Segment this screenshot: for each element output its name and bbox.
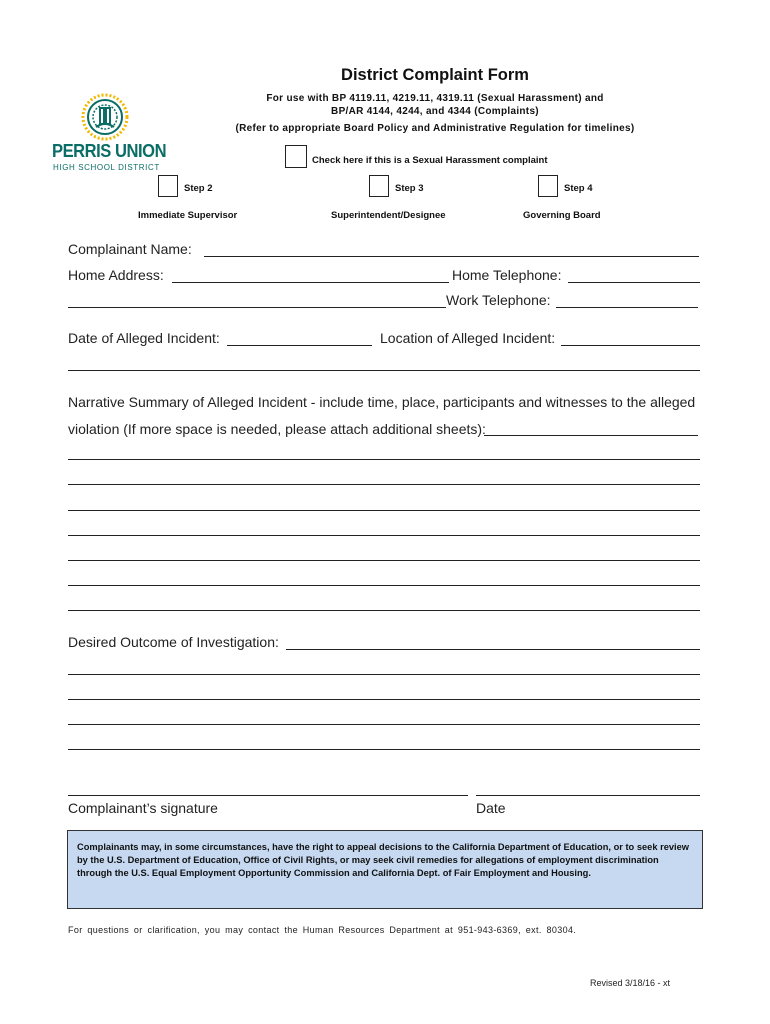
location-of-incident-label: Location of Alleged Incident: — [380, 330, 556, 346]
date-of-incident-label: Date of Alleged Incident: — [68, 330, 220, 346]
narrative-line[interactable] — [68, 535, 700, 536]
home-address-label: Home Address: — [68, 267, 164, 283]
desired-outcome-field[interactable] — [286, 649, 700, 650]
sexual-harassment-label: Check here if this is a Sexual Harassment complaint — [312, 155, 548, 166]
signature-field[interactable] — [68, 795, 468, 796]
step-3-checkbox[interactable] — [369, 175, 389, 197]
contact-info: For questions or clarification, you may contact the Human Resources Department at 951-943-6369, ext. 80304. — [68, 925, 577, 935]
desired-outcome-label: Desired Outcome of Investigation: — [68, 634, 279, 650]
step-2-caption: Immediate Supervisor — [138, 210, 238, 221]
home-telephone-label: Home Telephone: — [452, 267, 562, 283]
appeal-rights-notice: Complainants may, in some circumstances, have the right to appeal decisions to the California Department of Education, or to seek review by the U.S. Department of Education, Office of Civil Rights, or may seek civil remedies for allegations of employment discrimination through the U.S. Equal Employment Opportunity Commission and California Dept. of Fair Employment and Housing. — [67, 830, 703, 909]
step-4-checkbox[interactable] — [538, 175, 558, 197]
step-2-label: Step 2 — [184, 183, 213, 194]
narrative-field[interactable] — [484, 435, 698, 436]
narrative-label-line-1: Narrative Summary of Alleged Incident - include time, place, participants and witnesses to the alleged — [68, 394, 696, 410]
home-telephone-field[interactable] — [568, 282, 700, 283]
desired-outcome-line[interactable] — [68, 749, 700, 750]
step-2-checkbox[interactable] — [158, 175, 178, 197]
step-4-caption: Governing Board — [523, 210, 601, 221]
signature-date-field[interactable] — [476, 795, 700, 796]
narrative-line[interactable] — [68, 610, 700, 611]
location-of-incident-field[interactable] — [561, 345, 700, 346]
logo-name: PERRIS UNION — [52, 141, 167, 161]
home-address-line-2-field[interactable] — [68, 307, 446, 308]
page-title: District Complaint Form — [341, 66, 529, 84]
step-4-label: Step 4 — [564, 183, 593, 194]
home-address-field[interactable] — [172, 282, 449, 283]
date-of-incident-field[interactable] — [227, 345, 372, 346]
work-telephone-label: Work Telephone: — [446, 292, 551, 308]
complainant-name-label: Complainant Name: — [68, 241, 192, 257]
complainant-name-field[interactable] — [204, 256, 699, 257]
narrative-label-line-2: violation (If more space is needed, please attach additional sheets): — [68, 421, 486, 437]
logo-subtitle: HIGH SCHOOL DISTRICT — [53, 163, 160, 172]
narrative-line[interactable] — [68, 484, 700, 485]
header-line-2: BP/AR 4144, 4244, and 4344 (Complaints) — [331, 106, 539, 117]
desired-outcome-line[interactable] — [68, 674, 700, 675]
narrative-line[interactable] — [68, 459, 700, 460]
header-line-3: (Refer to appropriate Board Policy and Administrative Regulation for timelines) — [235, 123, 635, 134]
sexual-harassment-checkbox[interactable] — [285, 145, 307, 168]
work-telephone-field[interactable] — [556, 307, 698, 308]
narrative-line[interactable] — [68, 585, 700, 586]
desired-outcome-line[interactable] — [68, 699, 700, 700]
signature-date-label: Date — [476, 800, 506, 816]
revision-note: Revised 3/18/16 - xt — [590, 978, 671, 988]
step-3-caption: Superintendent/Designee — [331, 210, 446, 221]
signature-label: Complainant’s signature — [68, 800, 218, 816]
narrative-line[interactable] — [68, 560, 700, 561]
narrative-line[interactable] — [68, 510, 700, 511]
desired-outcome-line[interactable] — [68, 724, 700, 725]
header-line-1: For use with BP 4119.11, 4219.11, 4319.11 (Sexual Harassment) and — [266, 93, 604, 104]
step-3-label: Step 3 — [395, 183, 424, 194]
location-line-2-field[interactable] — [68, 370, 700, 371]
